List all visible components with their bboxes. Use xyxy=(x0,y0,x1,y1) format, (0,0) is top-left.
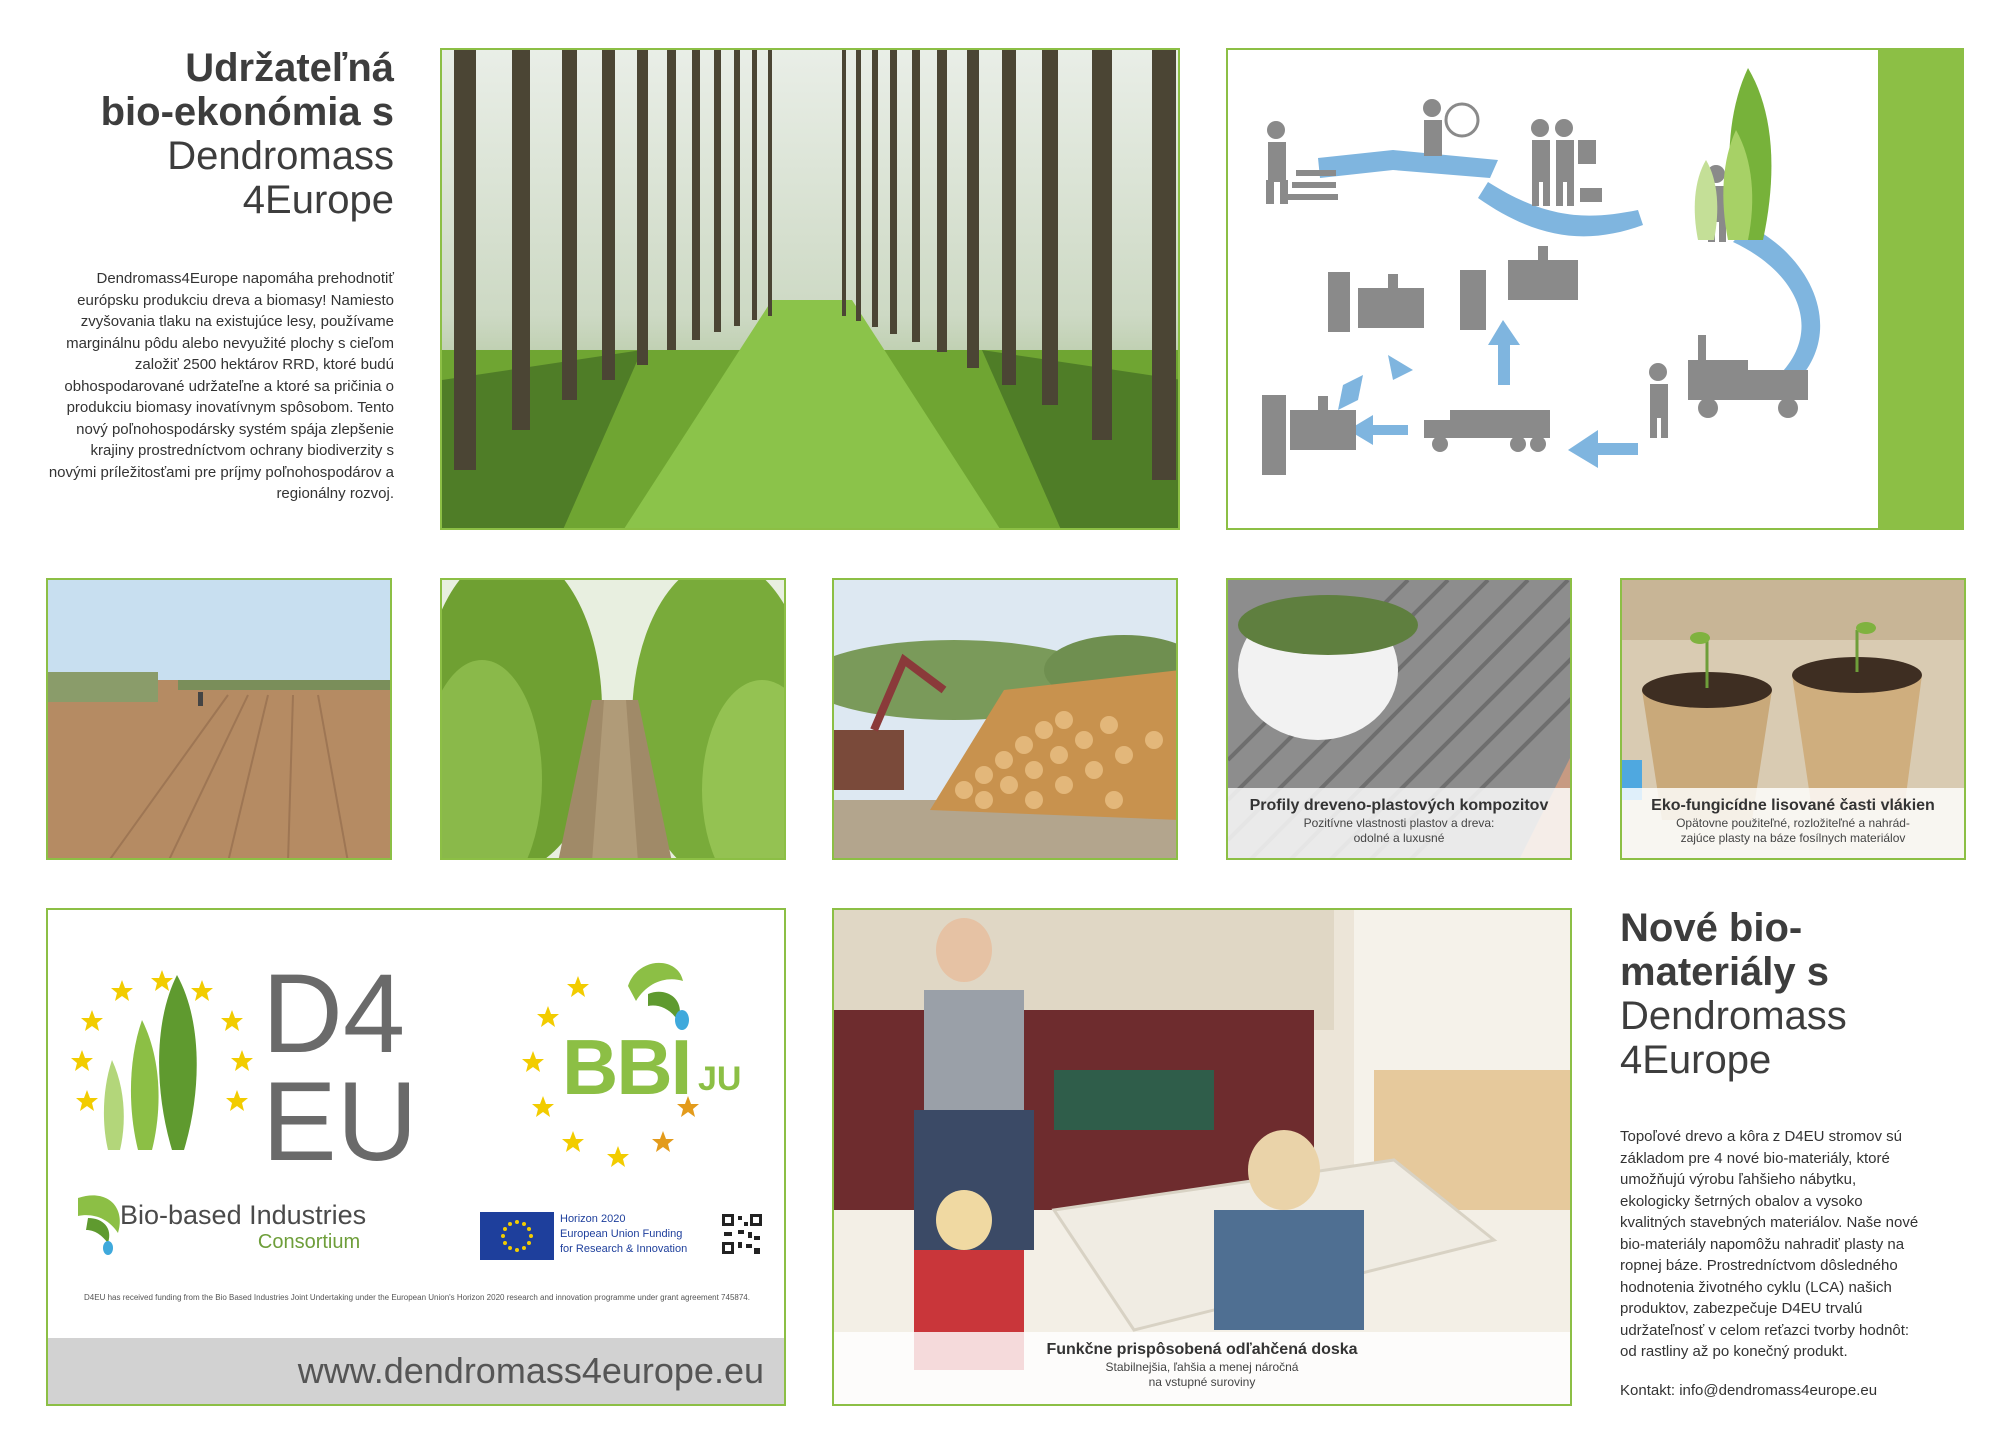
bic-line-2: Consortium xyxy=(257,1231,361,1253)
log-pile-photo xyxy=(832,578,1178,860)
eu-flag-icon xyxy=(480,1212,554,1260)
wpc-profiles-photo xyxy=(1226,578,1572,860)
intro-title-bold-1: Udržateľná xyxy=(185,46,394,90)
bbi-ju-wordmark: JU xyxy=(698,1060,742,1098)
forest-photo xyxy=(440,48,1180,530)
horizon-line-3: for Research & Innovation xyxy=(560,1243,688,1255)
fibre-pots-photo xyxy=(1620,578,1966,860)
d4eu-wordmark xyxy=(262,951,418,1184)
website-link[interactable]: www.dendromass4europe.eu xyxy=(297,1350,764,1391)
contact-line[interactable]: Kontakt: info@dendromass4europe.eu xyxy=(1620,1382,1878,1399)
d4eu-trees-logo xyxy=(62,960,262,1160)
wpc-caption xyxy=(1228,788,1570,858)
qr-code-icon xyxy=(720,1212,764,1256)
wpc-caption-sub-2: odolné a luxusné xyxy=(1353,831,1445,845)
bic-name xyxy=(120,1200,366,1254)
furniture-board-photo xyxy=(832,908,1572,1406)
funding-note: D4EU has received funding from the Bio Based Industries Joint Undertaking under the European Union's Horizon 2020 research and innovation programme under grant agreement 745874. xyxy=(84,1293,750,1302)
horizon-line-1: Horizon 2020 xyxy=(560,1213,626,1225)
field-photo xyxy=(46,578,392,860)
board-caption-sub-1: Stabilnejšia, ľahšia a menej náročná xyxy=(1105,1360,1299,1374)
logo-panel xyxy=(46,908,786,1406)
website-bar xyxy=(48,1338,784,1404)
materials-title-bold-1: Nové bio- xyxy=(1620,906,1803,950)
materials-title-reg-1: Dendromass xyxy=(1620,994,1847,1038)
intro-title-reg-2: 4Europe xyxy=(242,178,394,222)
fibre-caption-sub-1: Opätovne použiteľné, rozložiteľné a nahrád- xyxy=(1676,816,1910,830)
board-caption xyxy=(834,1332,1570,1404)
wpc-caption-sub-1: Pozitívne vlastnosti plastov a dreva: xyxy=(1303,816,1495,830)
materials-title-bold-2: materiály s xyxy=(1620,950,1830,994)
fibre-caption-title: Eko-fungicídne lisované časti vlákien xyxy=(1651,797,1935,814)
horizon-text xyxy=(560,1212,687,1257)
fibre-caption xyxy=(1622,788,1964,858)
intro-paragraph: Dendromass4Europe napomáha prehodnotiť európsku produkciu dreva a biomasy! Namiesto zvyšovania tlaku na existujúce lesy, používame marginálnu pôdu alebo nevyužité plochy s cieľom založiť 2500 hektárov RRD, ktoré budú obhospodarované udržateľne a ktoré sa pričinia o produkciu biomasy inovatívnym spôsobom. Tento nový poľnohospodársky systém spája zlepšenie krajiny prostredníctvom ochrany biodiverzity s novými príležitosťami pre príjmy poľnohospodárov a regionálny rozvoj. xyxy=(48,270,394,502)
bic-leaf-icon xyxy=(68,1188,128,1258)
poplar-rows-photo xyxy=(440,578,786,860)
wpc-caption-title: Profily dreveno-plastových kompozitov xyxy=(1249,797,1549,814)
intro-title-reg-1: Dendromass xyxy=(167,134,394,178)
bbi-wordmark: BBI xyxy=(562,1023,691,1111)
intro-title-bold-2: bio-ekonómia s xyxy=(100,90,394,134)
board-caption-sub-2: na vstupné suroviny xyxy=(1148,1375,1256,1389)
d4eu-line-1: D4 xyxy=(262,951,406,1076)
d4eu-line-2: EU xyxy=(262,1059,418,1184)
materials-paragraph: Topoľové drevo a kôra z D4EU stromov sú základom pre 4 nové bio-materiály, ktoré umožňujú výrobu ľahšieho nábytku, ekologicky šetrných obalov a vysoko kvalitných stavebných materiálov. Naše nové bio-materiály napomôžu nahradiť plasty na ropnej báze. Prostredníctvom dôsledného hodnotenia životného cyklu (LCA) našich produktov, zabezpečuje D4EU trvalú udržateľnosť v celom reťazci tvorby hodnôt: od rastliny až po konečný produkt. xyxy=(1620,1128,1919,1360)
intro-title xyxy=(40,46,394,222)
horizon-line-2: European Union Funding xyxy=(560,1228,683,1240)
board-caption-title: Funkčne prispôsobená odľahčená doska xyxy=(1046,1341,1358,1358)
value-chain-diagram xyxy=(1226,48,1964,530)
materials-title-reg-2: 4Europe xyxy=(1620,1038,1772,1082)
materials-title xyxy=(1620,906,1970,1082)
fibre-caption-sub-2: zajúce plasty na báze fosílnych materiálov xyxy=(1680,831,1906,845)
bic-line-1: Bio-based Industries xyxy=(120,1200,367,1230)
